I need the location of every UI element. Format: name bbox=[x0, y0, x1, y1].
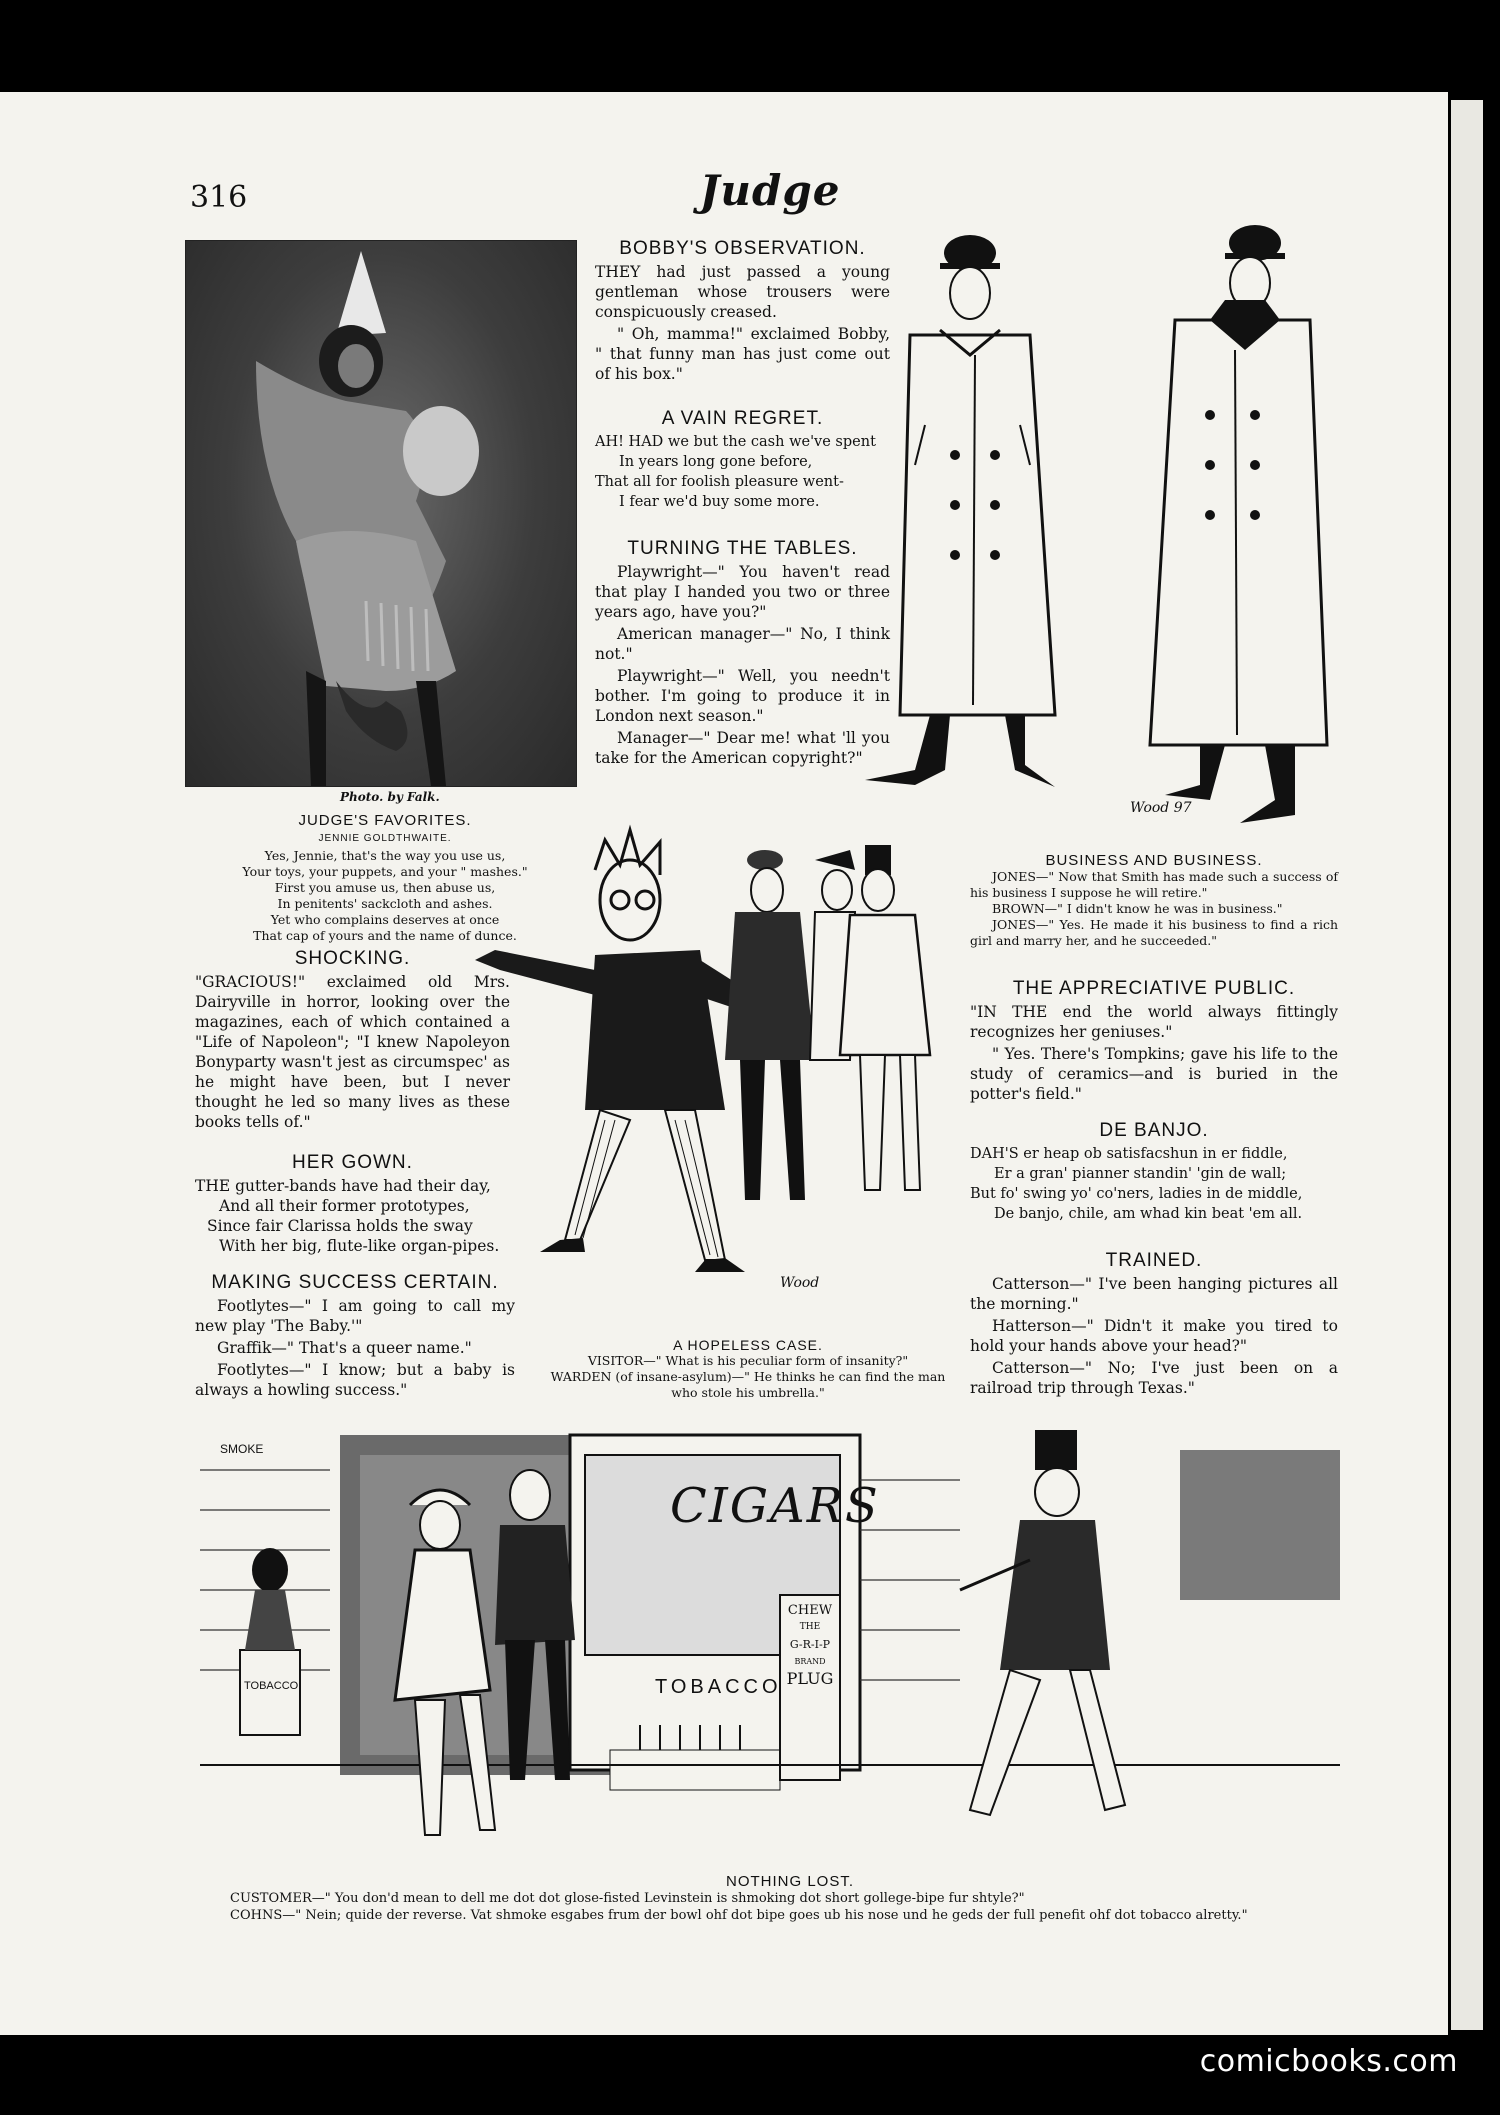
verse-line: And all their former prototypes, bbox=[219, 1197, 470, 1215]
artist-signature: Wood 97 bbox=[1130, 800, 1192, 816]
regret-section bbox=[595, 408, 890, 512]
sign-grip-plug bbox=[784, 1602, 836, 1687]
verse-line: Your toys, your puppets, and your " mashes." bbox=[242, 864, 528, 879]
bobby-title: BOBBY'S OBSERVATION. bbox=[619, 238, 866, 259]
verse-line: In penitents' sackcloth and ashes. bbox=[277, 896, 493, 911]
illustration-two-men-overcoats bbox=[855, 225, 1335, 835]
page-number: 316 bbox=[190, 180, 248, 215]
shocking-text: "GRACIOUS!" exclaimed old Mrs. Dairyville in horror, looking over the magazines, each of which contained a "Life of Napoleon"; "I knew Napoleyon Bonyparty wasn't jest as circumspec' as he might have been, but I never thought he led so many lives as these books tells of." bbox=[195, 973, 510, 1131]
verse-line: THE gutter-bands have had their day, bbox=[195, 1177, 491, 1195]
banjo-section bbox=[970, 1120, 1338, 1224]
verse-line: Yet who complains deserves at once bbox=[270, 912, 500, 927]
verse-line: First you amuse us, then abuse us, bbox=[274, 880, 496, 895]
verse-line: Er a gran' pianner standin' 'gin de wall; bbox=[994, 1166, 1287, 1182]
public-section bbox=[970, 978, 1338, 1104]
masthead-logo: Judge bbox=[699, 166, 841, 215]
dialogue-line: Hatterson—" Didn't it make you tired to hold your hands above your head?" bbox=[970, 1317, 1338, 1355]
next-page-edge bbox=[1448, 100, 1483, 2030]
dialogue-line: Catterson—" No; I've just been on a railroad trip through Texas." bbox=[970, 1359, 1338, 1397]
verse-line: In years long gone before, bbox=[619, 454, 813, 470]
gown-title: HER GOWN. bbox=[292, 1152, 413, 1173]
nothing-lost-title: NOTHING LOST. bbox=[725, 1873, 854, 1890]
sign-cigars: CIGARS bbox=[670, 1478, 880, 1534]
dialogue-line: Footlytes—" I am going to call my new play 'The Baby.'" bbox=[195, 1297, 515, 1335]
dialogue-line: COHNS—" Nein; quide der reverse. Vat shmoke esgabes frum der bowl ohf dot bipe goes ub his nose und he geds der full penefit ohf dot tobacco alretty." bbox=[230, 1908, 1248, 1923]
dialogue-line: Manager—" Dear me! what 'll you take for the American copyright?" bbox=[595, 729, 890, 767]
public-paragraph: " Yes. There's Tompkins; gave his life to the study of ceramics—and is buried in the potter's field." bbox=[970, 1045, 1338, 1103]
dialogue-line: American manager—" No, I think not." bbox=[595, 625, 890, 663]
hopeless-section bbox=[538, 1337, 958, 1401]
nothing-lost-section bbox=[230, 1873, 1350, 1924]
dialogue-line: BROWN—" I didn't know he was in business." bbox=[992, 901, 1283, 916]
verse-line: Since fair Clarissa holds the sway bbox=[207, 1217, 473, 1235]
public-paragraph: "IN THE end the world always fittingly recognizes her geniuses." bbox=[970, 1003, 1338, 1041]
sign-tobacco-box: TOBACCO bbox=[244, 1680, 299, 1692]
illustration-hopeless-case bbox=[455, 820, 965, 1320]
watermark: comicbooks.com bbox=[1199, 2044, 1458, 2079]
verse-line: Yes, Jennie, that's the way you use us, bbox=[264, 848, 506, 863]
verse-line: De banjo, chile, am whad kin beat 'em all. bbox=[994, 1206, 1303, 1222]
dialogue-line: Footlytes—" I know; but a baby is always a howling success." bbox=[195, 1361, 515, 1399]
tables-title: TURNING THE TABLES. bbox=[627, 538, 858, 559]
verse-line: With her big, flute-like organ-pipes. bbox=[219, 1237, 500, 1255]
regret-verse bbox=[595, 432, 890, 512]
bobby-section bbox=[595, 238, 890, 384]
sign-plug: PLUG bbox=[786, 1669, 834, 1688]
trained-section bbox=[970, 1250, 1338, 1398]
sign-grip: G-R-I-P bbox=[789, 1638, 831, 1651]
verse-line: But fo' swing yo' co'ners, ladies in de middle, bbox=[970, 1186, 1303, 1202]
dialogue-line: Playwright—" You haven't read that play I handed you two or three years ago, have you?" bbox=[595, 563, 890, 621]
photo-jennie-goldthwaite bbox=[185, 240, 577, 787]
sign-smoke: SMOKE bbox=[220, 1442, 264, 1456]
bobby-paragraph: THEY had just passed a young gentleman whose trousers were conspicuously creased. bbox=[595, 263, 890, 321]
artist-signature: Wood bbox=[780, 1275, 820, 1291]
verse-line: That cap of yours and the name of dunce. bbox=[253, 928, 517, 943]
favorites-subject: JENNIE GOLDTHWAITE. bbox=[318, 833, 452, 844]
verse-line: AH! HAD we but the cash we've spent bbox=[595, 434, 876, 450]
dialogue-line: Playwright—" Well, you needn't bother. I'm going to produce it in London next season." bbox=[595, 667, 890, 725]
sign-chew: CHEW bbox=[787, 1603, 833, 1618]
sign-tobacco-window: TOBACCO bbox=[655, 1676, 782, 1698]
photo-credit: Photo. by Falk. bbox=[340, 790, 440, 804]
regret-title: A VAIN REGRET. bbox=[661, 408, 824, 429]
verse-line: That all for foolish pleasure went- bbox=[595, 474, 844, 490]
dialogue-line: JONES—" Now that Smith has made such a success of his business I suppose he will retire." bbox=[970, 869, 1338, 900]
dialogue-line: JONES—" Yes. He made it his business to find a rich girl and marry her, and he succeeded." bbox=[970, 917, 1338, 948]
business-section bbox=[970, 852, 1338, 949]
public-title: THE APPRECIATIVE PUBLIC. bbox=[1012, 978, 1296, 999]
illustration-nothing-lost bbox=[200, 1430, 1340, 1865]
dialogue-line: Graffik—" That's a queer name." bbox=[217, 1339, 472, 1357]
verse-line: DAH'S er heap ob satisfacshun in er fiddle, bbox=[970, 1146, 1288, 1162]
verse-line: I fear we'd buy some more. bbox=[619, 494, 820, 510]
hopeless-title: A HOPELESS CASE. bbox=[673, 1337, 823, 1353]
dialogue-line: Catterson—" I've been hanging pictures all the morning." bbox=[970, 1275, 1338, 1313]
bobby-paragraph: " Oh, mamma!" exclaimed Bobby, " that funny man has just come out of his box." bbox=[595, 325, 890, 383]
banjo-title: DE BANJO. bbox=[1099, 1120, 1209, 1141]
sign-the: THE bbox=[799, 1622, 821, 1632]
favorites-title: JUDGE'S FAVORITES. bbox=[298, 812, 472, 829]
sign-brand: BRAND bbox=[794, 1657, 826, 1666]
dialogue-line: WARDEN (of insane-asylum)—" He thinks he can find the man who stole his umbrella." bbox=[550, 1369, 946, 1400]
dialogue-line: CUSTOMER—" You don'd mean to dell me dot dot glose-fisted Levinstein is shmoking dot short gollege-bipe fur shtyle?" bbox=[230, 1891, 1025, 1906]
dialogue-line: VISITOR—" What is his peculiar form of insanity?" bbox=[587, 1353, 909, 1368]
banjo-verse bbox=[970, 1144, 1338, 1224]
shocking-title: SHOCKING. bbox=[294, 948, 411, 969]
business-title: BUSINESS AND BUSINESS. bbox=[1045, 852, 1263, 869]
tables-section bbox=[595, 538, 890, 768]
trained-title: TRAINED. bbox=[1105, 1250, 1203, 1271]
success-title: MAKING SUCCESS CERTAIN. bbox=[211, 1272, 499, 1293]
